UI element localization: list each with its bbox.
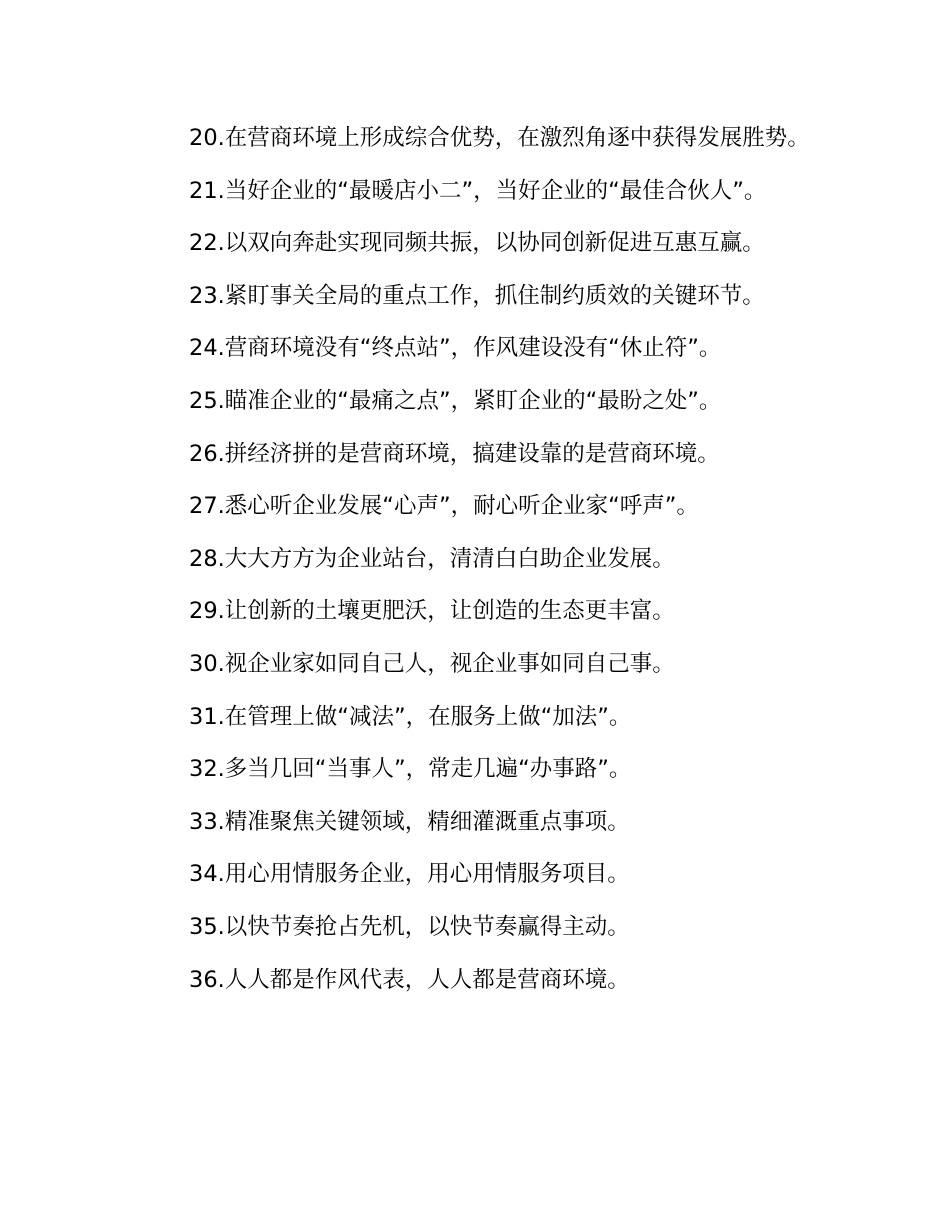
paragraph-20: 20.在营商环境上形成综合优势，在激烈角逐中获得发展胜势。 [189, 125, 810, 151]
paragraph-31: 31.在管理上做“减法”，在服务上做“加法”。 [189, 703, 632, 730]
paragraph-32: 32.多当几回“当事人”，常走几遍“办事路”。 [189, 756, 632, 783]
paragraph-36: 36.人人都是作风代表，人人都是营商环境。 [189, 966, 630, 993]
document-body [140, 112, 815, 1006]
paragraph-22: 22.以双向奔赴实现同频共振，以协同创新促进互惠互赢。 [189, 230, 765, 257]
paragraph-35: 35.以快节奏抢占先机，以快节奏赢得主动。 [189, 913, 630, 940]
paragraph-25: 25.瞄准企业的“最痛之点”，紧盯企业的“最盼之处”。 [189, 387, 722, 414]
paragraph-34: 34.用心用情服务企业，用心用情服务项目。 [189, 861, 630, 888]
paragraph-33: 33.精准聚焦关键领域，精细灌溉重点事项。 [189, 808, 630, 835]
paragraph-30: 30.视企业家如同自己人，视企业事如同自己事。 [189, 650, 675, 677]
paragraph-28: 28.大大方方为企业站台，清清白白助企业发展。 [189, 545, 675, 572]
paragraph-23: 23.紧盯事关全局的重点工作，抓住制约质效的关键环节。 [189, 282, 765, 309]
paragraph-24: 24.营商环境没有“终点站”，作风建设没有“休止符”。 [189, 335, 722, 362]
paragraph-26: 26.拼经济拼的是营商环境，搞建设靠的是营商环境。 [189, 440, 720, 467]
paragraph-29: 29.让创新的土壤更肥沃，让创造的生态更丰富。 [189, 598, 675, 625]
paragraph-27: 27.悉心听企业发展“心声”，耐心听企业家“呼声”。 [189, 493, 699, 520]
paragraph-21: 21.当好企业的“最暖店小二”，当好企业的“最佳合伙人”。 [189, 177, 767, 204]
